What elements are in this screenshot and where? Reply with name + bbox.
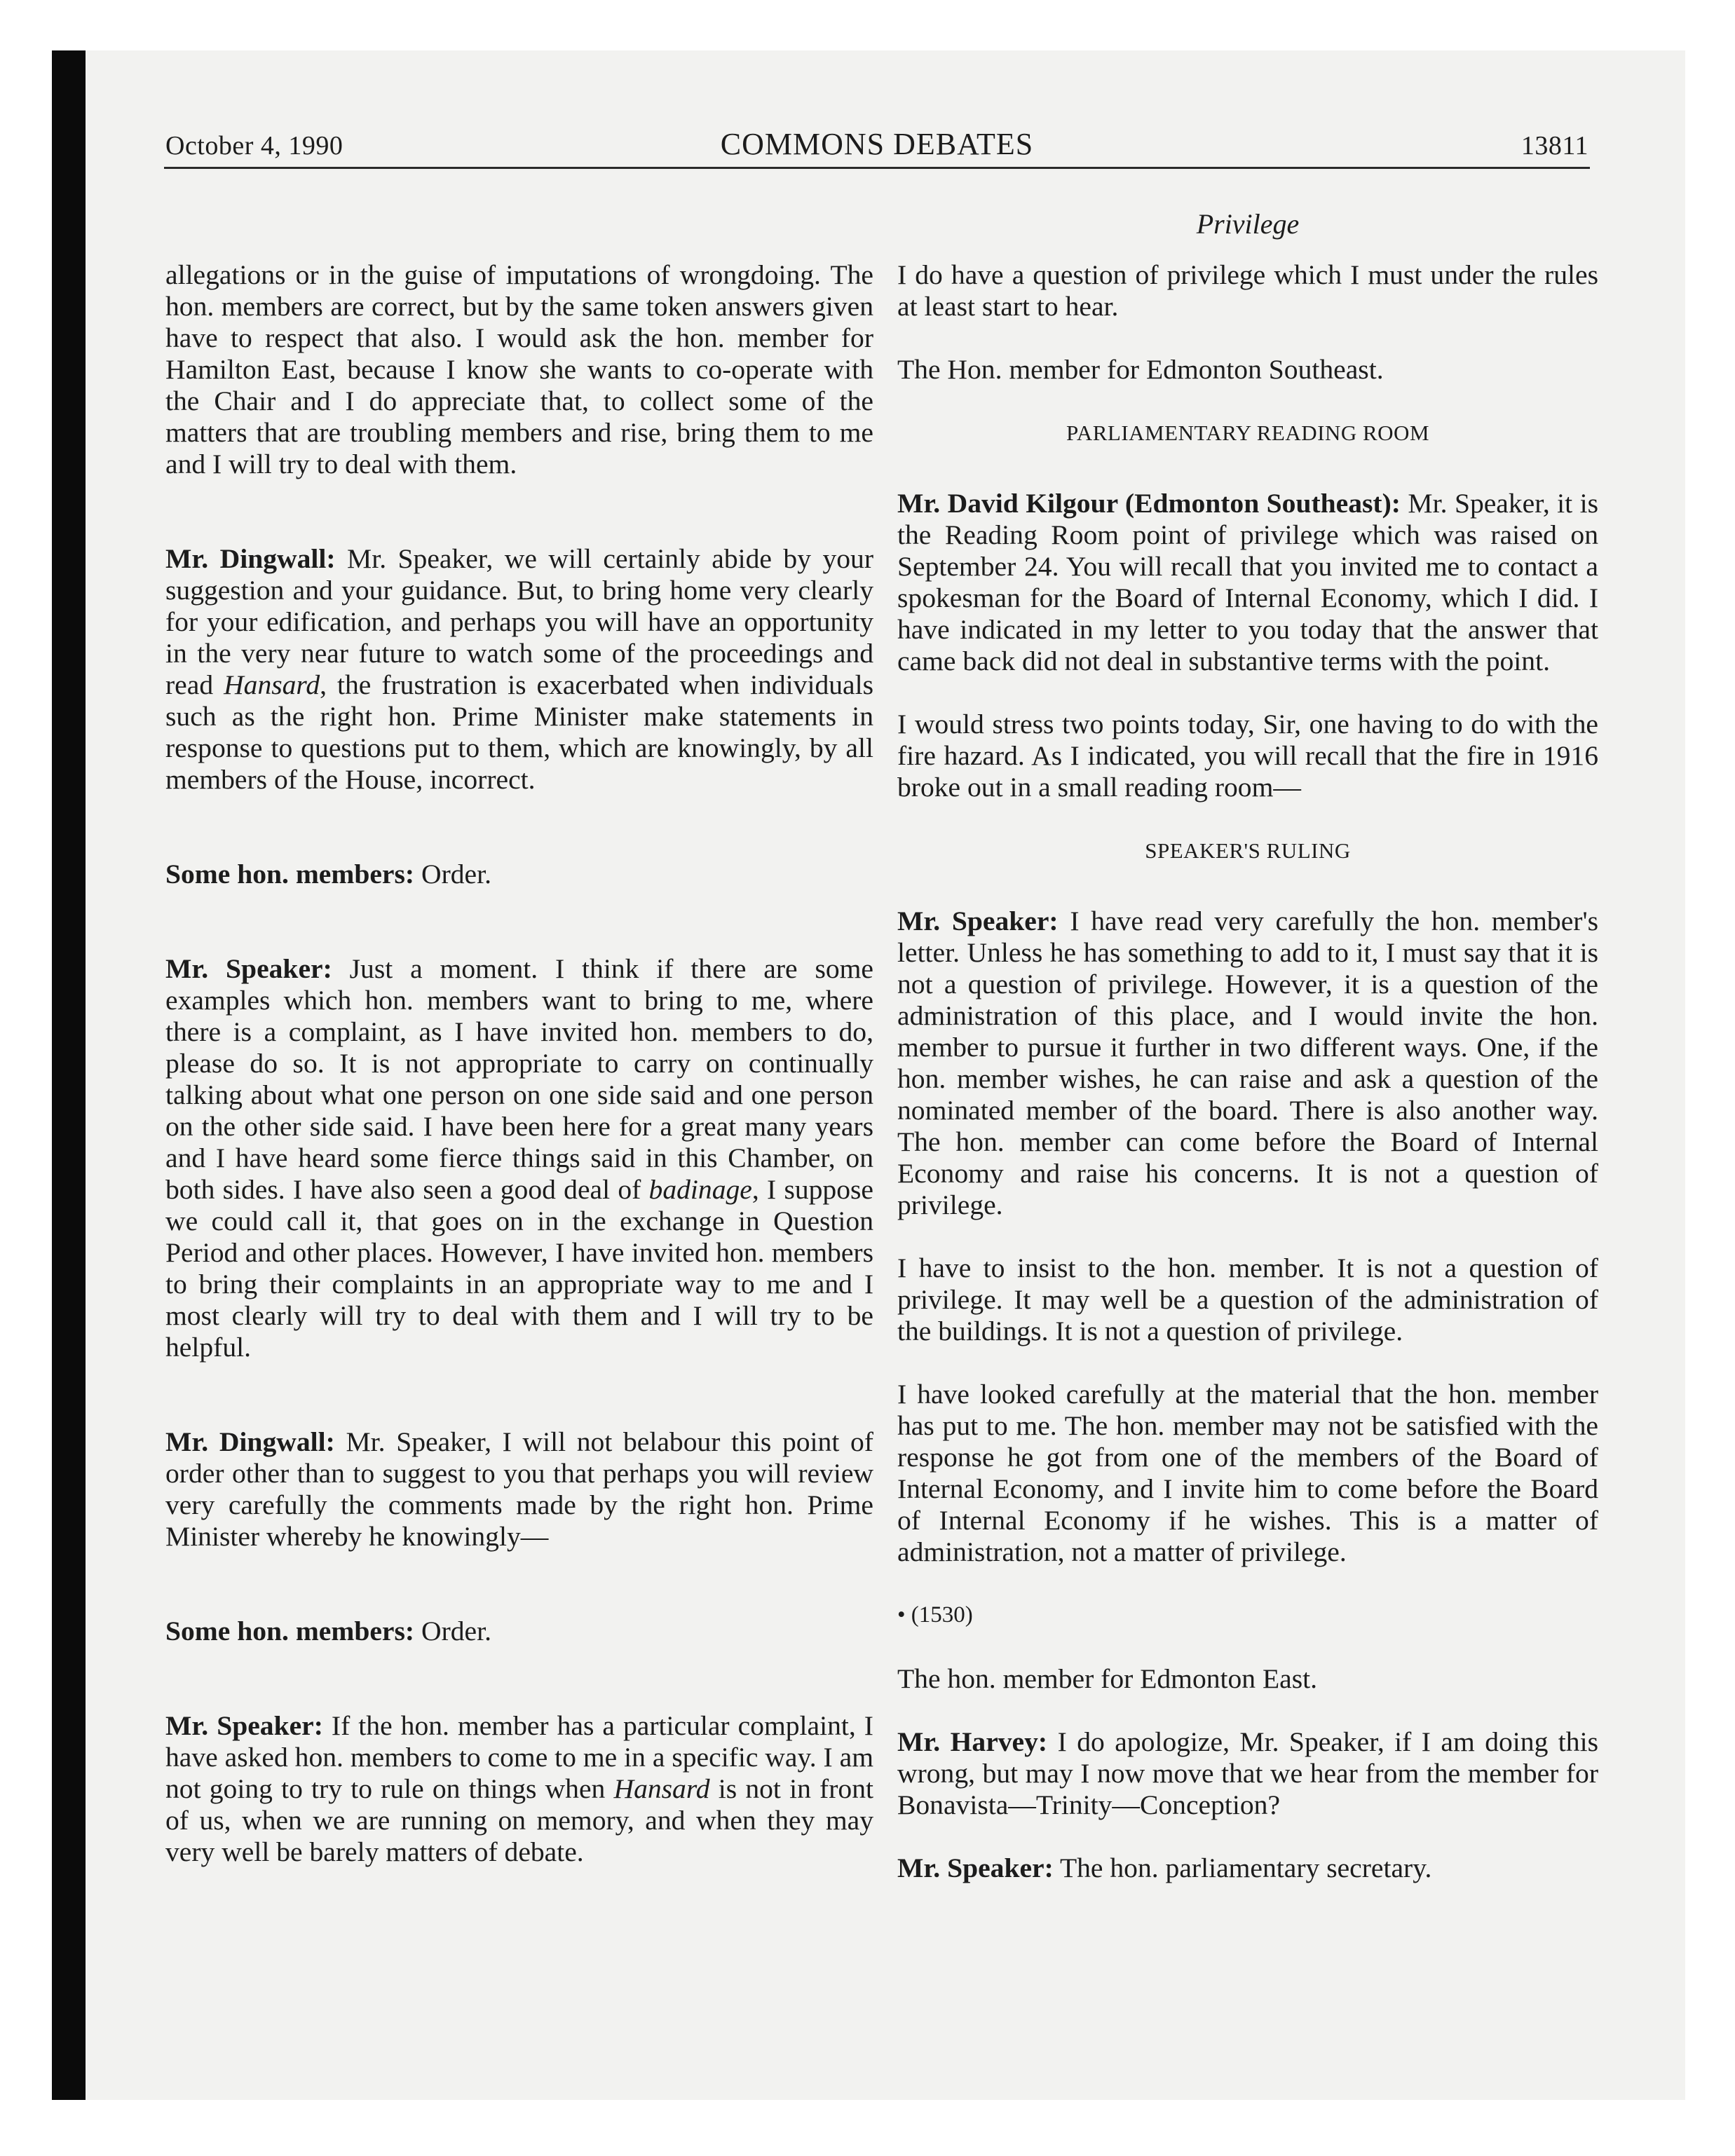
italic-term: Hansard [224,669,320,700]
speech-text: If the hon. member has a particular complaint, I have asked hon. members to come to me in a specific way. I am not going to try to rule on things when [165,1710,873,1804]
paragraph [897,709,1598,803]
paragraph [897,1379,1598,1568]
speech-paragraph [897,906,1598,1221]
speaker-name: Mr. Harvey: [897,1726,1048,1757]
section-heading: PARLIAMENTARY READING ROOM [1066,421,1430,445]
paragraph-text: I have to insist to the hon. member. It is not a question of privilege. It may well be a question of the administration of the buildings. It is not a question of privilege. [897,1253,1598,1346]
speech-text: Mr. Speaker, we will certainly abide by your suggestion and your guidance. But, to bring home very clearly for your edification, and perhaps you will have an opportunity in the very near future to watch some of the proceedings and read [165,543,873,700]
left-column [165,259,873,1899]
paragraph [897,259,1598,322]
speech-text: is not in front of us, when we are running on memory, and when they may very well be barely matters of debate. [165,1773,873,1867]
paragraph [165,259,873,480]
paragraph-text: I would stress two points today, Sir, one having to do with the fire hazard. As I indicated, you will recall that the fire in 1916 broke out in a small reading room— [897,709,1598,803]
italic-term: Hansard [613,1773,710,1804]
speech-text: Order. [421,859,491,889]
speaker-name: Mr. Speaker: [165,953,332,984]
right-column [897,259,1598,1916]
speech-text: Mr. Speaker, I will not belabour this point of order other than to suggest to you that perhaps you will review very carefully the comments made by the right hon. Prime Minister whereby he knowingly— [165,1426,873,1552]
speaker-name: Mr. Speaker: [897,1853,1054,1883]
speaker-name: Mr. Dingwall: [165,1426,335,1457]
speech-paragraph [165,859,873,890]
speech-text: I do apologize, Mr. Speaker, if I am doing this wrong, but may I now move that we hear from the member for Bonavista—Trinity—Conception? [897,1726,1598,1820]
paragraph-text: I do have a question of privilege which I must under the rules at least start to hear. [897,259,1598,322]
paragraph [897,354,1598,386]
section-heading: SPEAKER'S RULING [1145,838,1351,863]
scan-binding-edge [52,50,86,2100]
section-tag: Privilege [1196,208,1300,240]
italic-term: badinage [648,1174,752,1205]
speaker-name: Mr. Speaker: [165,1710,323,1741]
header-title: COMMONS DEBATES [720,127,1034,161]
paragraph [897,1253,1598,1347]
header-date: October 4, 1990 [165,131,343,161]
speaker-name: Mr. David Kilgour (Edmonton Southeast): [897,488,1401,519]
speech-paragraph [165,1710,873,1868]
speech-paragraph [165,543,873,796]
paragraph-text: The hon. member for Edmonton East. [897,1663,1318,1694]
paragraph-text: I have looked carefully at the material that the hon. member has put to me. The hon. member may not be satisfied with the response he got from one of the members of the Board of Internal Economy, and I invite him to come before the Board of Internal Economy if he wishes. This is a matter of administration, not a matter of privilege. [897,1379,1598,1567]
speaker-name: Mr. Dingwall: [165,543,336,574]
paragraph-text: The Hon. member for Edmonton Southeast. [897,354,1384,385]
speaker-name: Some hon. members: [165,1616,415,1646]
speech-paragraph [897,1726,1598,1821]
speech-text: I have read very carefully the hon. member's letter. Unless he has something to add to it, I must say that it is not a question of privilege. However, it is a question of the administration of this place, and I would invite the hon. member to pursue it further in two different ways. One, if the hon. member wishes, he can raise and ask a question of the nominated member of the board. There is also another way. The hon. member can come before the Board of Internal Economy and raise his concerns. It is not a question of privilege. [897,906,1599,1220]
speech-text: Mr. Speaker, it is the Reading Room point of privilege which was raised on September 24. You will recall that you invited me to contact a spokesman for the Board of Internal Economy, which I did. I have indicated in my letter to you today that the answer that came back did not deal in substantive terms with the point. [897,488,1598,676]
speech-text: , the frustration is exacerbated when individuals such as the right hon. Prime Minister make statements in response to questions put to them, which are knowingly, by all members of the House, incorrect. [165,669,874,795]
header-rule [164,167,1590,169]
header-page-number: 13811 [1520,131,1588,161]
speech-text: Order. [421,1616,491,1646]
speaker-name: Some hon. members: [165,859,415,889]
time-marker: • (1530) [897,1602,973,1628]
speech-text: The hon. parliamentary secretary. [1059,1853,1432,1883]
paragraph-text: allegations or in the guise of imputations of wrongdoing. The hon. members are correct, but by the same token answers given have to respect that also. I would ask the hon. member for Hamilton East, because I know she wants to co-operate with the Chair and I do appreciate that, to collect some of the matters that are troubling members and rise, bring them to me and I will try to deal with them. [165,259,873,479]
speech-paragraph [165,1616,873,1647]
speech-paragraph [897,488,1598,677]
speech-paragraph [897,1853,1598,1884]
speech-text: , I suppose we could call it, that goes on in the exchange in Question Period and other places. However, I have invited hon. members to bring their complaints in an appropriate way to me and I most clearly will try to deal with them and I will try to be helpful. [165,1174,873,1363]
page-header [165,123,1588,165]
speaker-name: Mr. Speaker: [897,906,1059,936]
speech-paragraph [165,1426,873,1553]
speech-text: Just a moment. I think if there are some examples which hon. members want to bring to me, where there is a complaint, as I have invited hon. members to do, please do so. It is not appropriate to carry on continually talking about what one person on one side said and one person on the other side said. I have been here for a great many years and I have heard some fierce things said in this Chamber, on both sides. I have also seen a good deal of [165,953,874,1205]
speech-paragraph [165,953,873,1363]
paragraph [897,1663,1598,1695]
